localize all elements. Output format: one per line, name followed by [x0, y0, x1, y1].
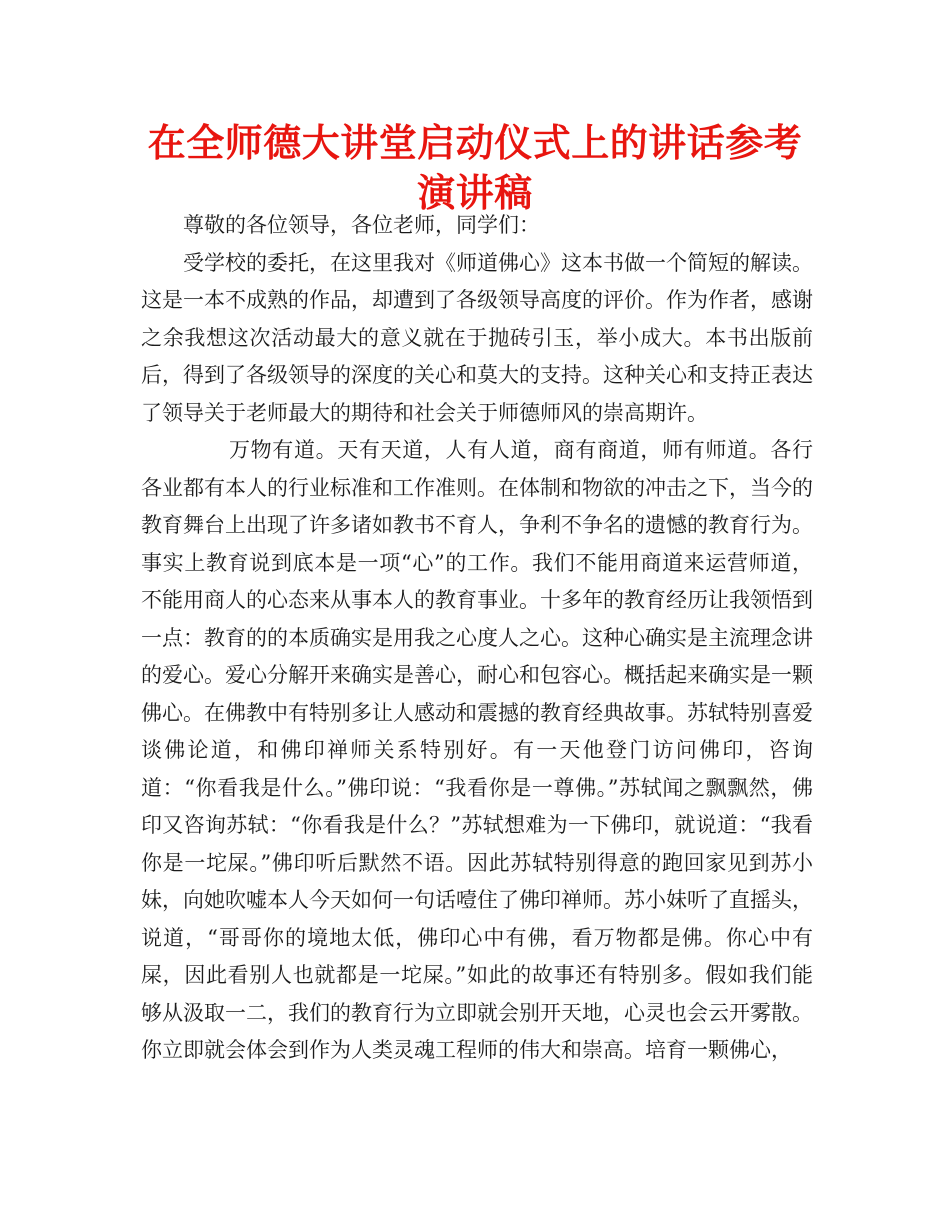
salutation: 尊敬的各位领导，各位老师，同学们： — [183, 213, 540, 237]
document-body — [141, 207, 813, 1070]
paragraph-1: 受学校的委托，在这里我对《师道佛心》这本书做一个简短的解读。这是一本不成熟的作品，却遭到了各级领导高度的评价。作为作者，感谢之余我想这次活动最大的意义就在于抛砖引玉，举小成大。本书出版前后，得到了各级领导的深度的关心和莫大的支持。这种关心和支持正表达了领导关于老师最大的期待和社会关于师德师风的崇高期许。 — [141, 250, 813, 425]
paragraph-2: 万物有道。天有天道，人有人道，商有商道，师有师道。各行各业都有本人的行业标准和工作准则。在体制和物欲的冲击之下，当今的教育舞台上出现了许多诸如教书不育人，争利不争名的遗憾的教育行为。事实上教育说到底本是一项“心”的工作。我们不能用商道来运营师道，不能用商人的心态来从事本人的教育事业。十多年的教育经历让我领悟到一点：教育的的本质确实是用我之心度人之心。这种心确实是主流理念讲的爱心。爱心分解开来确实是善心，耐心和包容心。概括起来确实是一颗佛心。在佛教中有特别多让人感动和震撼的教育经典故事。苏轼特别喜爱谈佛论道，和佛印禅师关系特别好。有一天他登门访问佛印，咨询道：“你看我是什么。”佛印说：“我看你是一尊佛。”苏轼闻之飘飘然，佛印又咨询苏轼：“你看我是什么？”苏轼想难为一下佛印，就说道：“我看你是一坨屎。”佛印听后默然不语。因此苏轼特别得意的跑回家见到苏小妹，向她吹嘘本人今天如何一句话噎住了佛印禅师。苏小妹听了直摇头，说道，“哥哥你的境地太低，佛印心中有佛，看万物都是佛。你心中有屎，因此看别人也就都是一坨屎。”如此的故事还有特别多。假如我们能够从汲取一二，我们的教育行为立即就会别开天地，心灵也会云开雾散。你立即就会体会到作为人类灵魂工程师的伟大和崇高。培育一颗佛心， — [141, 438, 813, 1062]
document-title: 在全师德大讲堂启动仪式上的讲话参考演讲稿 — [147, 121, 803, 215]
